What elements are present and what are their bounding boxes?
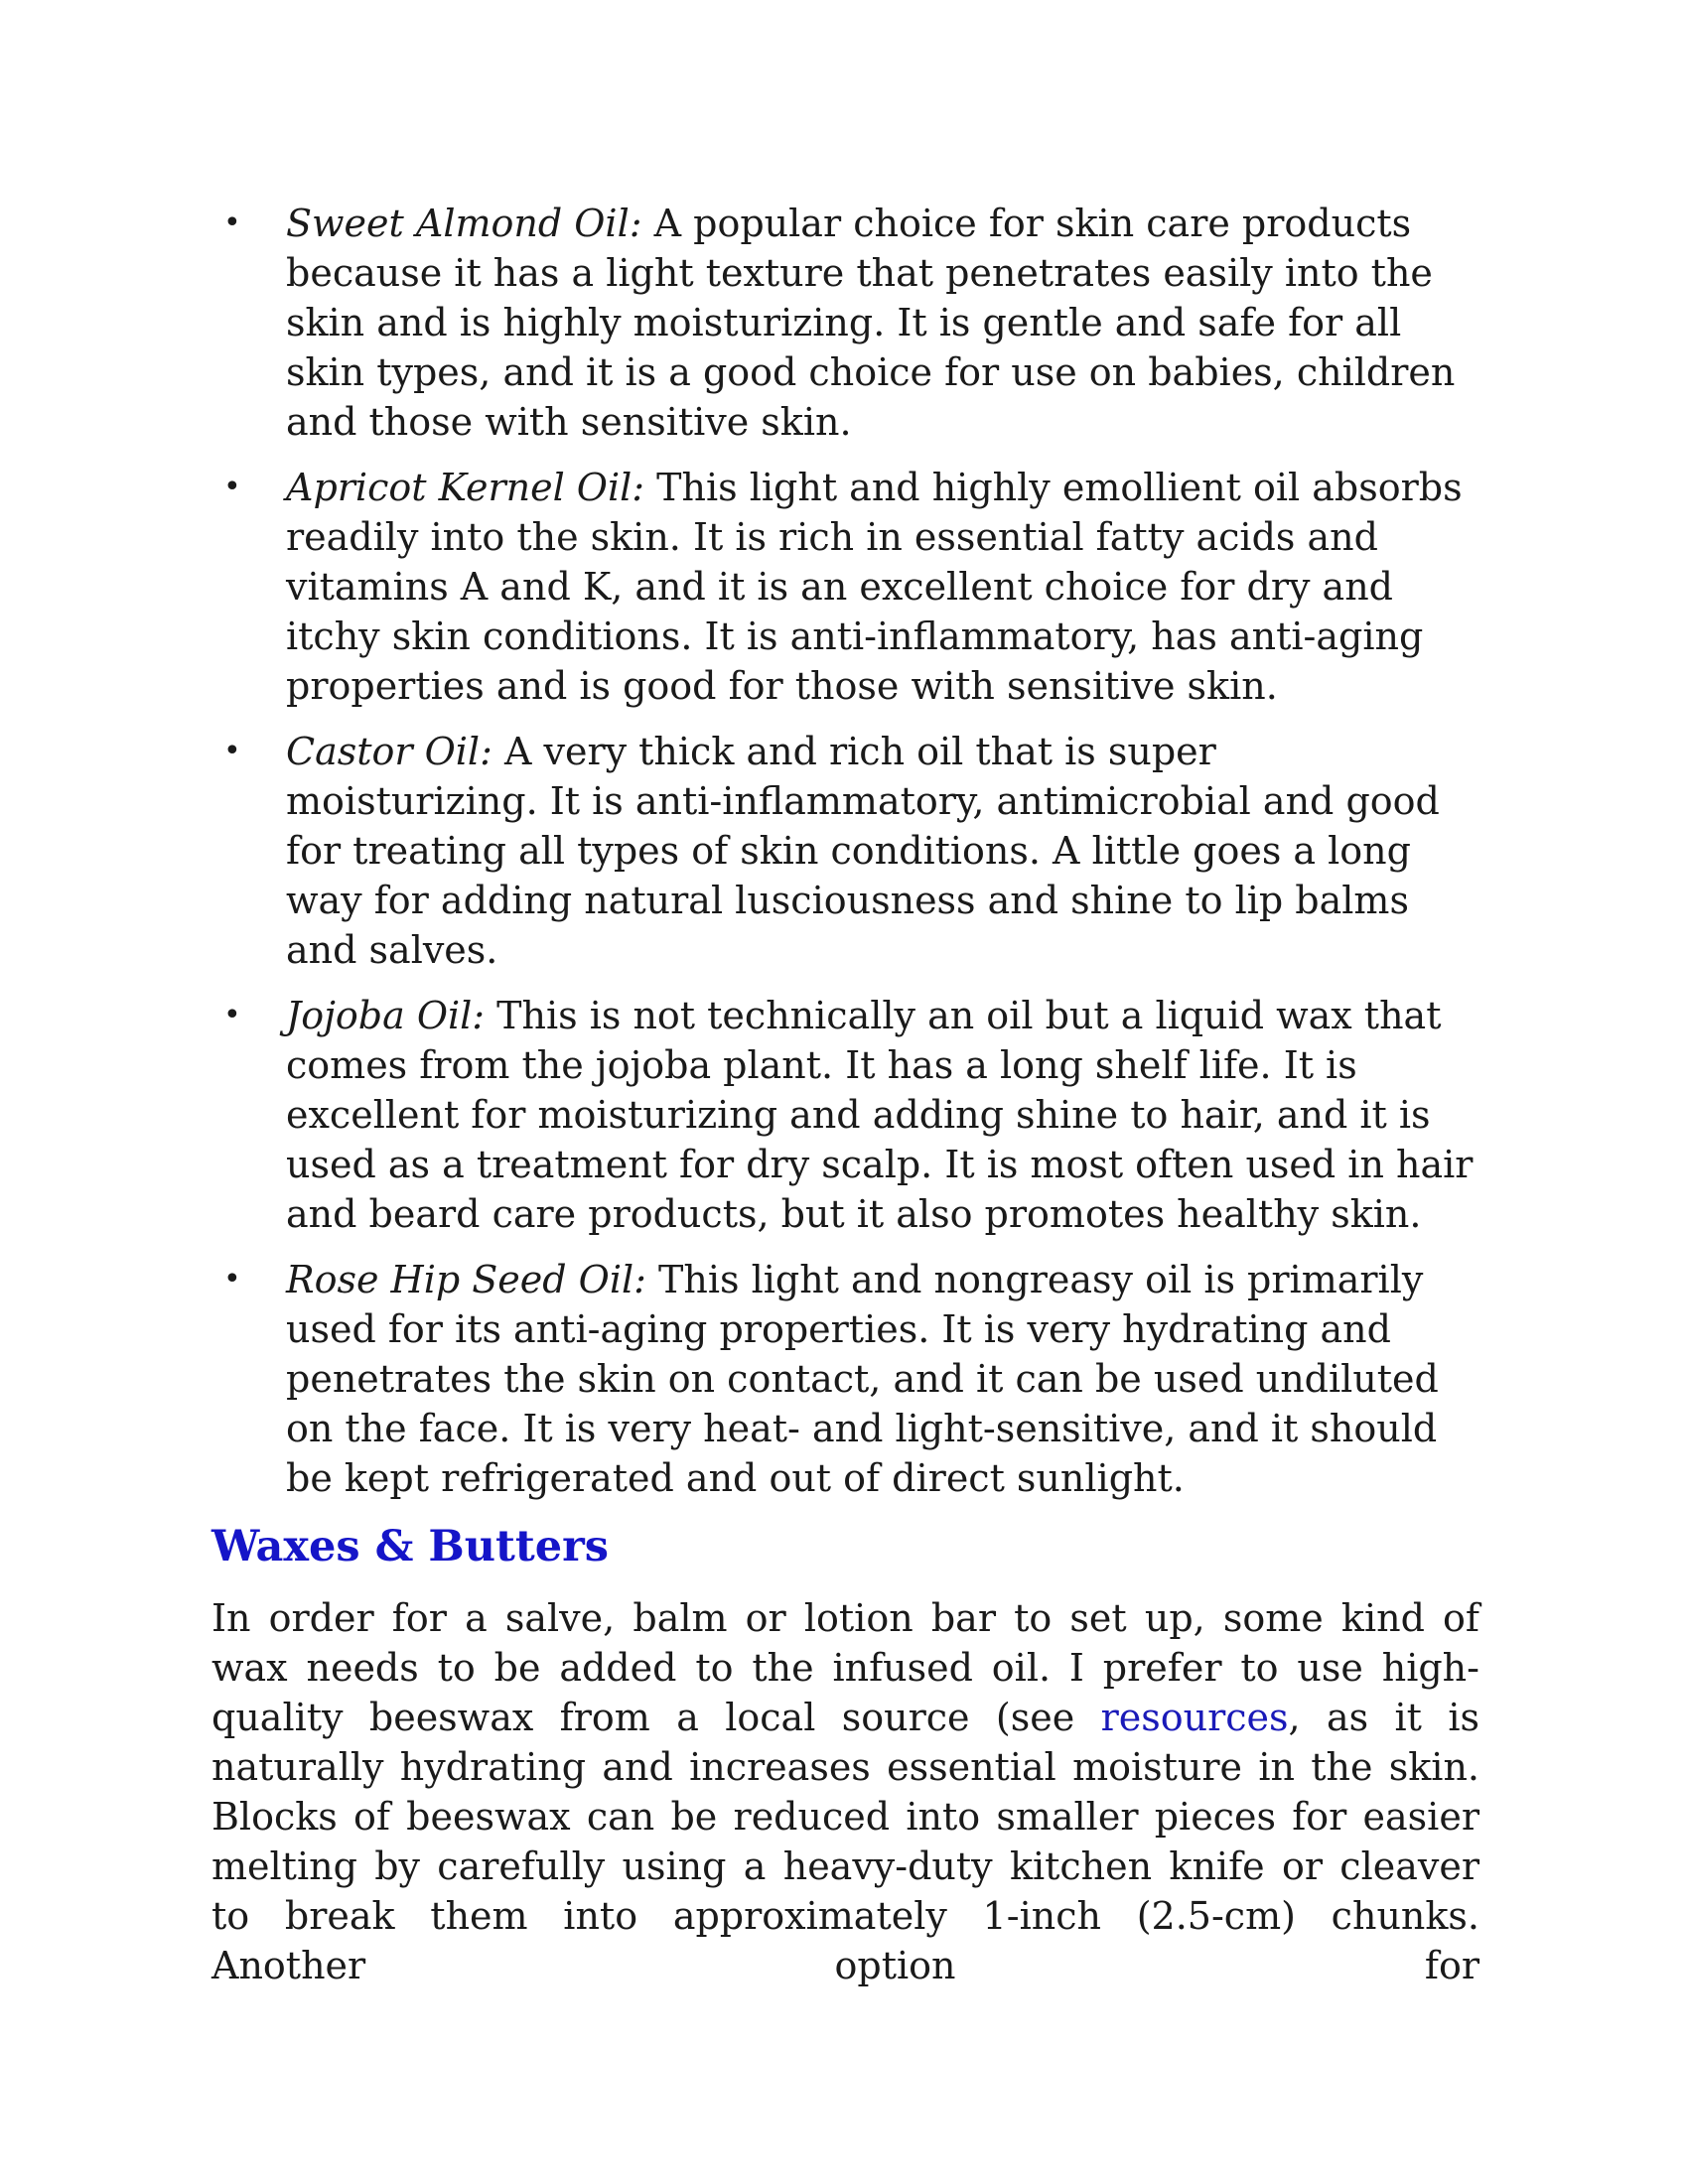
list-item xyxy=(211,991,1479,1239)
oil-name: Sweet Almond Oil: xyxy=(286,202,642,245)
list-item xyxy=(211,199,1479,447)
bullet: • xyxy=(223,734,241,768)
oil-description: A very thick and rich oil that is super moisturizing. It is anti-inflammatory, antimicrobial and good for treating all types of skin conditions. A little goes a long way for adding natural lusciousness and shine to lip balms and salves. xyxy=(286,730,1440,972)
list-item xyxy=(211,1255,1479,1503)
resources-link[interactable]: resources xyxy=(1100,1696,1289,1739)
oil-description: This is not technically an oil but a liquid wax that comes from the jojoba plant. It has a long shelf life. It is excellent for moisturizing and adding shine to hair, and it is used as a treatment for dry scalp. It is most often used in hair and beard care products, but it also promotes healthy skin. xyxy=(286,994,1474,1236)
bullet: • xyxy=(223,998,241,1032)
bullet: • xyxy=(223,205,241,240)
body-paragraph xyxy=(211,1593,1479,1990)
bullet: • xyxy=(223,470,241,504)
oil-name: Castor Oil: xyxy=(286,730,492,773)
list-item xyxy=(211,463,1479,711)
oil-description: This light and highly emollient oil absorbs readily into the skin. It is rich in essential fatty acids and vitamins A and K, and it is an excellent choice for dry and itchy skin conditions. It is anti-inflammatory, has anti-aging properties and is good for those with sensitive skin. xyxy=(286,466,1463,708)
oil-list xyxy=(211,199,1479,1519)
paragraph-text: , as it is naturally hydrating and increases essential moisture in the skin. Blocks of beeswax can be reduced into smaller pieces for easier melting by carefully using a heavy-duty kitchen knife or cleaver to break them into approximately 1-inch (2.5-cm) chunks. Another option for xyxy=(211,1696,1479,1987)
oil-name: Jojoba Oil: xyxy=(286,994,486,1037)
bullet: • xyxy=(223,1262,241,1297)
list-item xyxy=(211,727,1479,975)
oil-description: A popular choice for skin care products because it has a light texture that penetrates easily into the skin and is highly moisturizing. It is gentle and safe for all skin types, and it is a good choice for use on babies, children and those with sensitive skin. xyxy=(286,202,1456,444)
oil-name: Apricot Kernel Oil: xyxy=(286,466,645,509)
paragraph-text: In order for a salve, balm or lotion bar to set up, some kind of wax needs to be added to the infused oil. I prefer to use high-quality beeswax from a local source (see xyxy=(211,1596,1479,1739)
oil-description: This light and nongreasy oil is primarily used for its anti-aging properties. It is very hydrating and penetrates the skin on contact, and it can be used undiluted on the face. It is very heat- and light-sensitive, and it should be kept refrigerated and out of direct sunlight. xyxy=(286,1258,1439,1500)
section-heading: Waxes & Butters xyxy=(211,1522,609,1571)
oil-name: Rose Hip Seed Oil: xyxy=(286,1258,646,1301)
